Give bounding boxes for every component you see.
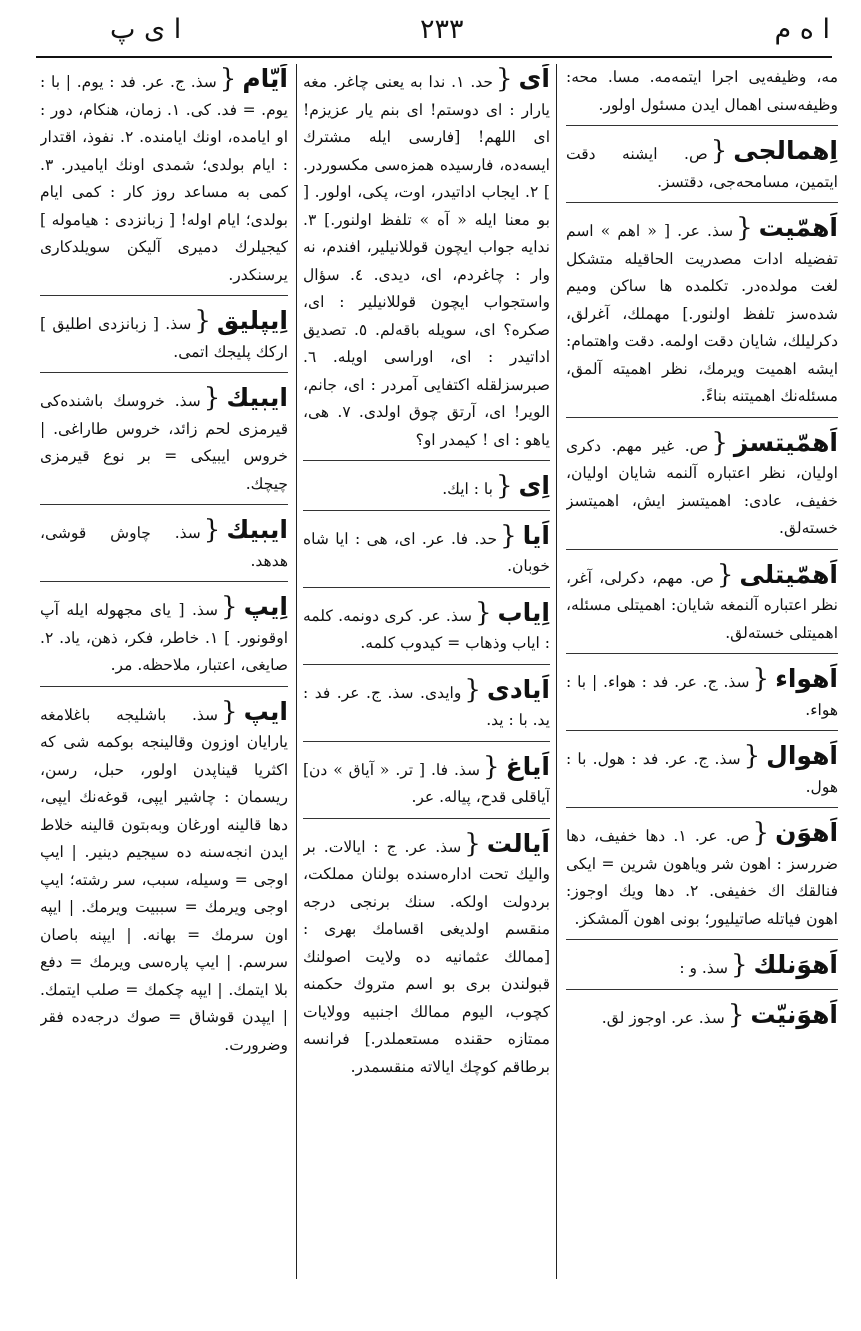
entry-headword: اَيادى <box>486 674 550 704</box>
entry-definition: سذ. عر. [ « اهم » اسم تفضيله ادات مصدريت الحاقيله متشكل لغت مولده‌در. تكلمده ها ساكن وميم شده‌سز تلفظ اولنور.] مهملك، آغرلق، دكرليلك، شايان دقت اولمه. دقت واهتمام: ايشه اهميت ويرمك، نظر اهميته آلمق، مسئله‌نك اهميتنه بناءً. <box>566 222 838 405</box>
page-number: ۲۳۳ <box>420 14 464 45</box>
entry-definition: سذ. ج. عر. فد : هواء. | با : هواء. <box>566 673 838 719</box>
dictionary-entry: اَهواء{سذ. ج. عر. فد : هواء. | با : هواء. <box>566 664 838 731</box>
dictionary-entry: اَهمّيت{سذ. عر. [ « اهم » اسم تفضيله ادات مصدريت الحاقيله متشكل لغت مولده‌در. تكلمده ها ساكن وميم شده‌سز تلفظ اولنور.] مهملك، آغرلق، دكرليلك، شايان دقت اولمه. دقت واهتمام: ايشه اهميت ويرمك، نظر اهميته آلمق، مسئله‌نك اهميتنه بناءً. <box>566 213 838 418</box>
entry-headword: اَهمّيتلى <box>739 559 838 589</box>
entry-headword: ايبيك <box>226 383 288 412</box>
dictionary-entry: اِهمالجى{ص. ايشنه دقت ايتمين، مسامحه‌جى، دقتسز. <box>566 136 838 203</box>
dictionary-entry: اَهوال{سذ. ج. عر. فد : هول. با : هول. <box>566 741 838 808</box>
entry-headword: اَهمّيتسز <box>733 427 838 457</box>
column-divider <box>556 64 557 1279</box>
entry-definition: سذ. چاوش قوشى، هدهد. <box>40 524 288 570</box>
entry-headword: اِيپ <box>243 592 288 621</box>
entry-definition: مه، وظيفه‌يى اجرا ايتمه‌مه. مسا. محه: وظيفه‌سنى اهمال ايدن مسئول اولور. <box>566 68 838 114</box>
entry-definition: سذ. ج. عر. فد : هول. با : هول. <box>566 750 838 796</box>
entry-headword: ايبيك <box>226 515 288 544</box>
dictionary-entry: اَهمّيتلى{ص. مهم، دكرلى، آغر، نظر اعتباره آلنمغه شايان: اهميتلى مسئله، اهميتلى خسته‌لق. <box>566 560 838 655</box>
entry-headword: اَهواء <box>775 664 838 693</box>
column-middle <box>303 64 550 1264</box>
entry-headword: اِيپليق <box>216 306 288 335</box>
dictionary-entry: ايپ{سذ. باشليجه باغلامغه يارايان اوزون وقالينجه بوكمه شى كه اكثريا قيناپدن اولور، حبل، رسن، ريسمان : چاشير ايپى، قوغه‌نك ايپى، دها قالينه اورغان وبه‌بتون قالينه خلاط ايدن انجه‌سنه ده سيجيم دينير. | ايپ اوجى = وسيله، سبب، سر رشته؛ ايپ اوجى ويرمك = سببيت ويرمك. | ايپه اون سرمك = بهانه. | ايپنه باصان سرسم. | ايپ پاره‌سى ويرمك = دفع بلا ايتمك. | ايپه چكمك = صلب ايتمك. | ايپدن قوشاق = صوك درجه‌ده فقر وضرورت. <box>40 696 288 1054</box>
entry-headword: اَهمّيت <box>758 213 838 242</box>
dictionary-entry: اِى{با : ايك. <box>303 471 550 511</box>
entry-headword: اَى <box>518 64 550 93</box>
dictionary-entry: اَيا{حد. فا. عر. اى، هى : ايا شاه خوبان. <box>303 521 550 588</box>
entry-definition: سذ. عر. اوجوز لق. <box>601 1008 725 1027</box>
entry-definition: ص. ايشنه دقت ايتمين، مسامحه‌جى، دقتسز. <box>566 145 838 191</box>
entry-definition: وايدى. سذ. ج. عر. فد : يد. با : يد. <box>303 683 550 729</box>
column-right <box>566 64 838 1264</box>
dictionary-entry <box>566 64 838 126</box>
entry-headword: اَهوال <box>766 741 838 770</box>
entry-definition: ص. مهم، دكرلى، آغر، نظر اعتباره آلنمغه شايان: اهميتلى مسئله، اهميتلى خسته‌لق. <box>566 568 838 642</box>
dictionary-entry: اَهوَنلك{سذ. و : <box>566 950 838 990</box>
header-section-right: ا ه م <box>774 14 830 45</box>
entry-headword: اِياب <box>497 597 550 627</box>
dictionary-entry: ايبيك{سذ. چاوش قوشى، هدهد. <box>40 515 288 582</box>
dictionary-entry: اَهوَنيّت{سذ. عر. اوجوز لق. <box>601 999 838 1030</box>
entry-definition: حد. ۱. ندا به يعنى چاغر. مغه يارار : اى دوستم! اى بنم يار عزيزم! اى اللهم! [فارسى ايله مشترك ايسه‌ده، فارسيده همزه‌سى مكسوردر. ] ۲. ايجاب اداتيدر، اوت، پكى، اولور. [ بو معنا ايله « آه » تلفظ اولنور.] ۳. ندايه جواب ايچون قوللانيلير، افندم، نه وار : چاغردم، اى، ديدى. ٤. سؤال واستجواب ايچون قوللانيلير : اى، صكره؟ اى، سويله باقه‌لم. ٥. تصديق اداتيدر : اى، اوراسى اويله. ٦. صبرسزلقله اكتفايى آمردر : اى، جانم، الوير! اى، آرتق چوق اولدى. ۷. هى، ياهو : اى ! كيمدر او؟ <box>303 73 550 449</box>
entry-headword: اَهوَن <box>775 818 838 847</box>
entry-definition: سذ. [ زبانزدى اطليق ] اركك پليجك اتمى. <box>40 315 288 361</box>
entry-definition: سذ. خروسك باشنده‌كى قيرمزى لحم زائد، خروس طاراغى. | خروس ايبيكى = بر نوع قيرمزى چيچك. <box>40 392 288 493</box>
entry-headword: اَهوَنيّت <box>750 999 838 1029</box>
entry-headword: ايپ <box>243 696 288 726</box>
column-left <box>40 64 288 1264</box>
entry-definition: سذ. [ ياى مجهوله ايله آپ اوقونور. ] ۱. خاطر، فكر، ذهن، ياد. ۲. صايغى، اعتبار، ملاحظه. مر. <box>40 601 288 674</box>
entry-definition: ص. غير مهم. دكرى اوليان، نظر اعتباره آلنمه شايان اوليان، خفيف، عادى: اهميتسز ايش، اهميتسز خسته‌لق. <box>566 436 838 537</box>
entry-definition: سذ. عر. ج : ايالات. بر واليك تحت ادارەسنده بولنان مملكت، بردولت اولكه. سنك برنجى درجه منقسم اولديغى اقسامك بهرى : [ممالك عثمانيه ده ولايت اصولنك قبولندن برى بو اسم متروك حكمنه كچوب، اليوم ممالك اجنبيه وولايات ممتازه حقنده مستعملدر.] فرانسه برطاقم كوچك ايالاته منقسمدر. <box>303 837 550 1076</box>
entry-definition: سذ. فا. [ تر. « آياق » دن] آياقلى قدح، پياله. عر. <box>303 760 550 806</box>
dictionary-entry: اِيپليق{سذ. [ زبانزدى اطليق ] اركك پليجك اتمى. <box>40 306 288 373</box>
entry-headword: اَيّام <box>242 64 288 93</box>
dictionary-entry: اَى{حد. ۱. ندا به يعنى چاغر. مغه يارار : اى دوستم! اى بنم يار عزيزم! اى اللهم! [فارسى ايله مشترك ايسه‌ده، فارسيده همزه‌سى مكسوردر. ] ۲. ايجاب اداتيدر، اوت، پكى، اولور. [ بو معنا ايله « آه » تلفظ اولنور.] ۳. ندايه جواب ايچون قوللانيلير، افندم، نه وار : چاغردم، اى، ديدى. ٤. سؤال واستجواب ايچون قوللانيلير : اى، صكره؟ اى، سويله باقه‌لم. ٥. تصديق اداتيدر : اى، اوراسى اويله. ٦. صبرسزلقله اكتفايى آمردر : اى، جانم، الوير! اى، آرتق چوق اولدى. ۷. هى، ياهو : اى ! كيمدر او؟ <box>303 64 550 461</box>
entry-definition: سذ. ج. عر. فد : يوم. | با : يوم. = فد. كى. ۱. زمان، هنكام، دور : او ايامده، اونك ايامنده. ۲. نفوذ، اقتدار : ايام بولدى؛ شمدى اونك ايامیدر. ۳. كمى به مساعد روز كار : كمى ايام بولدى؛ ايام اوله! [ زبانزدى : هيامولە ] كيجيلرك دميرى آليكن سويلدكارى يرسنكدر. <box>40 73 288 284</box>
dictionary-entry: اَيادى{وايدى. سذ. ج. عر. فد : يد. با : يد. <box>303 675 550 742</box>
entry-headword: اَهوَنلك <box>753 950 838 979</box>
entry-definition: سذ. عر. كرى دونمه. كلمه : اياب وذهاب = كيدوب كلمه. <box>303 606 550 652</box>
entry-definition: حد. فا. عر. اى، هى : ايا شاه خوبان. <box>303 529 550 575</box>
dictionary-entry: اَهوَن{ص. عر. ۱. دها خفيف، دها ضررسز : اهون شر وياهون شرين = ايكى فنالقك اك خفيفى. ۲. دها ويك اوجوز: اهون فياتله صاتيليور؛ بونى اهون آلمشكز. <box>566 818 838 940</box>
entry-definition: ص. عر. ۱. دها خفيف، دها ضررسز : اهون شر وياهون شرين = ايكى فنالقك اك خفيفى. ۲. دها ويك اوجوز: اهون فياتله صاتيليور؛ بونى اهون آلمشكز. <box>566 827 838 928</box>
column-divider <box>296 64 297 1279</box>
entry-definition: با : ايك. <box>442 480 493 498</box>
dictionary-entry: اَيالت{سذ. عر. ج : ايالات. بر واليك تحت ادارەسنده بولنان مملكت، بردولت اولكه. سنك برنجى درجه منقسم اولديغى اقسامك بهرى : [ممالك عثمانيه ده ولايت اصولنك قبولندن برى بو اسم متروك حكمنه كچوب، اليوم ممالك اجنبيه وولايات ممتازه حقنده مستعملدر.] فرانسه برطاقم كوچك ايالاته منقسمدر. <box>303 828 550 1076</box>
entry-headword: اِى <box>518 471 550 500</box>
header-section-left: ا ى پ <box>110 14 182 45</box>
dictionary-entry: اَيّام{سذ. ج. عر. فد : يوم. | با : يوم. = فد. كى. ۱. زمان، هنكام، دور : او ايامده، اونك ايامنده. ۲. نفوذ، اقتدار : ايام بولدى؛ شمدى اونك ايامیدر. ۳. كمى به مساعد روز كار : كمى ايام بولدى؛ ايام اوله! [ زبانزدى : هيامولە ] كيجيلرك دميرى آليكن سويلدكارى يرسنكدر. <box>40 64 288 296</box>
entry-definition: سذ. باشليجه باغلامغه يارايان اوزون وقالينجه بوكمه شى كه اكثريا قيناپدن اولور، حبل، رسن، ريسمان : چاشير ايپى، قوغه‌نك ايپى، دها قالينه اورغان وبه‌بتون قالينه خلاط ايدن انجه‌سنه ده سيجيم دينير. | ايپ اوجى = وسيله، سبب، سر رشته؛ ايپ اوجى ويرمك = سببيت ويرمك. | ايپه اون سرمك = بهانه. | ايپنه باصان سرسم. | ايپ پاره‌سى ويرمك = دفع بلا ايتمك. | ايپه چكمك = صلب ايتمك. | ايپدن قوشاق = صوك درجه‌ده فقر وضرورت. <box>40 705 288 1054</box>
dictionary-entry: ايبيك{سذ. خروسك باشنده‌كى قيرمزى لحم زائد، خروس طاراغى. | خروس ايبيكى = بر نوع قيرمزى چيچك. <box>40 383 288 505</box>
entry-headword: اِهمالجى <box>733 136 838 165</box>
header-rule <box>36 56 832 58</box>
entry-headword: اَياغ <box>505 751 550 781</box>
page-header <box>40 14 830 54</box>
entry-headword: اَيا <box>522 520 550 550</box>
dictionary-entry: اَهمّيتسز{ص. غير مهم. دكرى اوليان، نظر اعتباره آلنمه شايان اوليان، خفيف، عادى: اهميتسز ايش، اهميتسز خسته‌لق. <box>566 428 838 550</box>
entry-definition: سذ. و : <box>679 959 728 977</box>
dictionary-entry: اَياغ{سذ. فا. [ تر. « آياق » دن] آياقلى قدح، پياله. عر. <box>303 752 550 819</box>
dictionary-entry: اِياب{سذ. عر. كرى دونمه. كلمه : اياب وذهاب = كيدوب كلمه. <box>303 598 550 665</box>
entry-headword: اَيالت <box>486 828 550 858</box>
dictionary-entry: اِيپ{سذ. [ ياى مجهوله ايله آپ اوقونور. ] ۱. خاطر، فكر، ذهن، ياد. ۲. صايغى، اعتبار، ملاحظه. مر. <box>40 592 288 687</box>
